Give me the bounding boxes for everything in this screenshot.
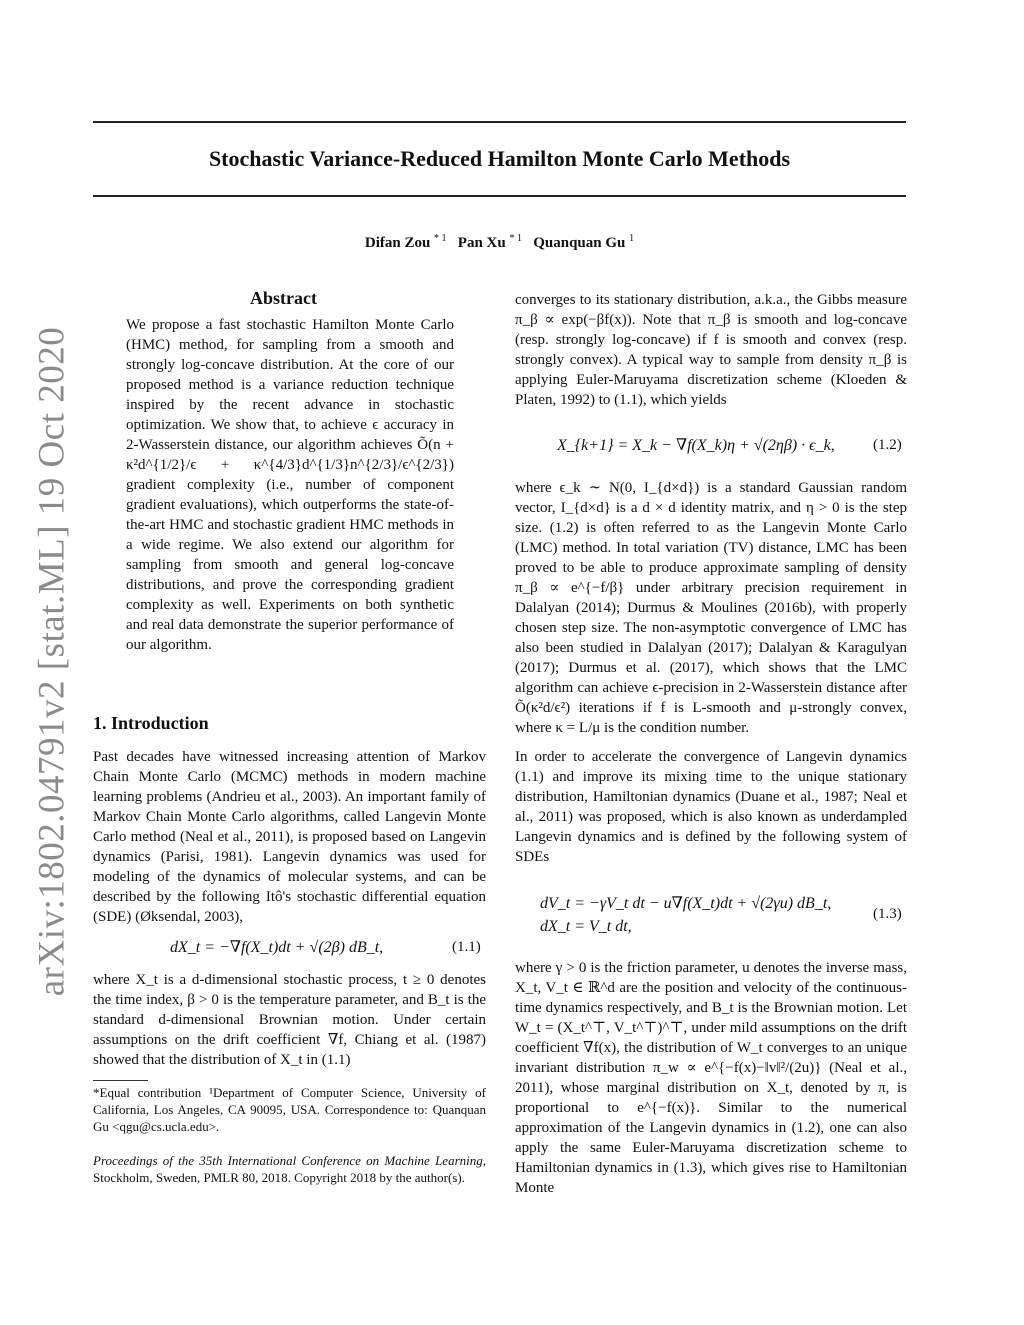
right-paragraph-1 [515,290,907,410]
equation-number: (1.2) [873,437,902,453]
footnote-affiliation: *Equal contribution ¹Department of Computer Science, University of California, Los Angeles, CA 90095, USA. Correspondence to: Quanquan Gu <qgu@cs.ucla.edu>. [93,1085,486,1134]
intro-paragraph-2 [93,970,486,1070]
paragraph: where γ > 0 is the friction parameter, u denotes the inverse mass, X_t, V_t ∈ ℝ^d are the position and velocity of the continuous-time dynamics respectively, and B_t is the Brownian motion. Let W_t = (X_t^⊤, V_t^⊤)^⊤, under mild assumptions on the drift coefficient ∇f(x), the distribution of W_t converges to an unique invariant distribution π_w ∝ e^{−f(x)−‖v‖²/(2u)} (Neal et al., 2011), whose marginal distribution on X_t, denoted by π, is proportional to e^{−f(x)}. Similar to the numerical approximation of the Langevin dynamics in (1.2), one can also apply the same Euler-Maruyama discretization scheme to Hamiltonian dynamics in (1.3), which gives rise to Hamiltonian Monte [515,960,907,1196]
equation-1-1: dX_t = −∇f(X_t)dt + √(2β) dB_t, [170,939,384,956]
right-paragraph-2 [515,478,907,738]
author-name: Quanquan Gu [533,235,626,251]
title-rule [93,195,906,197]
footnote-rule [93,1080,148,1081]
paragraph: In order to accelerate the convergence of Langevin dynamics (1.1) and improve its mixing time to the unique stationary distribution, Hamiltonian dynamics (Duane et al., 1987; Neal et al., 2011) was proposed, which is also known as underdampled Langevin dynamics and is defined by the following system of SDEs [515,749,907,865]
section-heading: 1. Introduction [93,713,209,733]
equation-1-3b: dX_t = V_t dt, [540,918,632,935]
paragraph: where X_t is a d-dimensional stochastic process, t ≥ 0 denotes the time index, β > 0 is the temperature parameter, and B_t is the standard d-dimensional Brownian motion. Under certain assumptions on the drift coefficient ∇f, Chiang et al. (1987) showed that the distribution of X_t in (1.1) [93,972,486,1068]
proceedings-venue: Proceedings of the 35th International Conference on Machine Learning [93,1153,483,1168]
top-rule [93,121,906,123]
proceedings-rest: , Stockholm, Sweden, PMLR 80, 2018. Copyright 2018 by the author(s). [93,1153,486,1185]
author-name: Pan Xu [457,235,506,251]
paragraph: converges to its stationary distribution, a.k.a., the Gibbs measure π_β ∝ exp(−βf(x)). Note that π_β is smooth and log-concave (resp. strongly log-concave) if f is smooth and convex (resp. strongly convex). A typical way to sample from density π_β is applying Euler-Maruyama discretization scheme (Kloeden & Platen, 1992) to (1.1), which yields [515,292,907,408]
intro-paragraph-1 [93,747,486,927]
author-affil: 1 [629,233,635,244]
footnote-proceedings [93,1152,486,1186]
paragraph: Past decades have witnessed increasing attention of Markov Chain Monte Carlo (MCMC) methods in modern machine learning problems (Andrieu et al., 2003). An important family of Markov Chain Monte Carlo algorithms, called Langevin Monte Carlo method (Neal et al., 2011), is proposed based on Langevin dynamics (Parisi, 1981). Langevin dynamics was used for modeling of the dynamics of molecular systems, and can be described by the following Itô's stochastic differential equation (SDE) (Øksendal, 2003), [93,749,486,925]
paper-title: Stochastic Variance-Reduced Hamilton Monte Carlo Methods [208,146,791,171]
equation-1-3a: dV_t = −γV_t dt − u∇f(X_t)dt + √(2γu) dB_t, [540,895,832,912]
author-affil: * 1 [509,233,522,244]
arxiv-stamp: arXiv:1802.04791v2 [stat.ML] 19 Oct 2020 [31,326,73,997]
right-paragraph-3 [515,747,907,867]
abstract-text: We propose a fast stochastic Hamilton Monte Carlo (HMC) method, for sampling from a smooth and strongly log-concave distribution. At the core of our proposed method is a variance reduction technique inspired by the recent advance in stochastic optimization. We show that, to achieve ϵ accuracy in 2-Wasserstein distance, our algorithm achieves Õ(n + κ²d^{1/2}/ϵ + κ^{4/3}d^{1/3}n^{2/3}/ϵ^{2/3}) gradient complexity (i.e., number of component gradient evaluations), which outperforms the state-of-the-art HMC and stochastic gradient HMC methods in a wide regime. We also extend our algorithm for sampling from smooth and general log-concave distributions, and prove the corresponding gradient complexity as well. Experiments on both synthetic and real data demonstrate the superior performance of our algorithm. [126,317,454,653]
author-name: Difan Zou [364,235,431,251]
equation-number: (1.3) [873,906,902,922]
right-paragraph-4 [515,958,907,1198]
abstract-heading: Abstract [250,288,317,308]
abstract-body [126,315,454,655]
equation-1-2: X_{k+1} = X_k − ∇f(X_k)η + √(2ηβ) · ϵ_k, [557,437,835,454]
equation-number: (1.1) [452,939,481,955]
author-affil: * 1 [434,233,447,244]
paragraph: where ϵ_k ∼ N(0, I_{d×d}) is a standard Gaussian random vector, I_{d×d} is a d × d identity matrix, and η > 0 is the step size. (1.2) is often referred to as the Langevin Monte Carlo (LMC) method. In total variation (TV) distance, LMC has been proved to be able to produce approximate sampling of density π_β ∝ e^{−f/β} under arbitrary precision requirement in Dalalyan (2014); Durmus & Moulines (2016b), with properly chosen step size. The non-asymptotic convergence of LMC has also been studied in Dalalyan (2017); Dalalyan & Karagulyan (2017); Durmus et al. (2017), which shows that the LMC algorithm can achieve ϵ-precision in 2-Wasserstein distance after Õ(κ²d/ϵ²) iterations if f is L-smooth and μ-strongly convex, where κ = L/μ is the condition number. [515,480,907,736]
author-list [93,233,906,252]
